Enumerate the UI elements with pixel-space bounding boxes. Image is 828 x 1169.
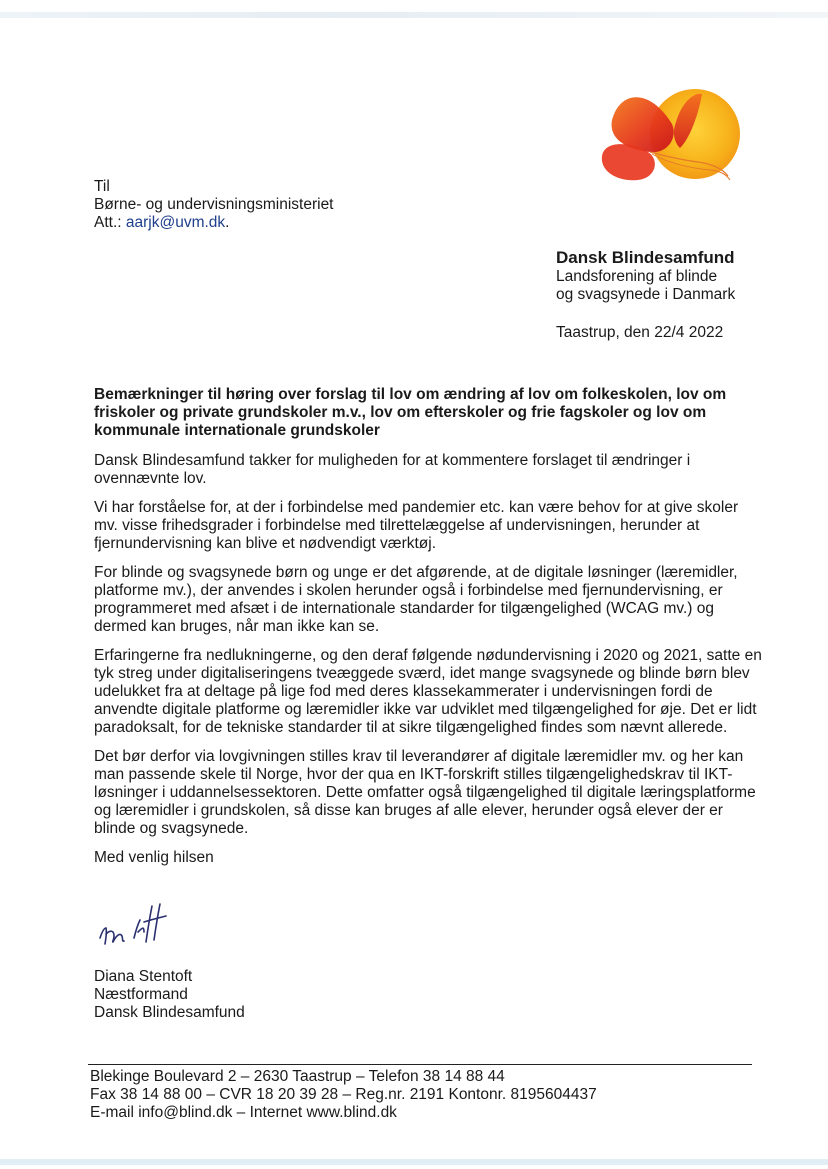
footer-address: Blekinge Boulevard 2 – 2630 Taastrup – Telefon 38 14 88 44 <box>90 1068 505 1085</box>
signer-title: Næstformand <box>94 986 188 1003</box>
footer-contact <box>90 1068 597 1122</box>
sender-name: Dansk Blindesamfund <box>556 248 735 267</box>
footer-divider <box>88 1064 752 1065</box>
letter-date: Taastrup, den 22/4 2022 <box>556 324 724 341</box>
handwritten-signature <box>94 898 174 954</box>
att-suffix: . <box>225 214 230 231</box>
recipient-att-line <box>94 214 334 232</box>
recipient-block <box>94 178 334 232</box>
signer-block <box>94 968 245 1022</box>
butterfly-logo <box>590 82 750 192</box>
signer-name: Diana Stentoft <box>94 968 193 985</box>
letter-subject: Bemærkninger til høring over forslag til lov om ændring af lov om folkeskolen, lov om friskoler og private grundskoler m.v., lov om efterskoler og frie fagskoler og lov om kommunale internationale grundskoler <box>94 386 727 439</box>
recipient-organization: Børne- og undervisningsministeriet <box>94 196 334 213</box>
signer-organization: Dansk Blindesamfund <box>94 1004 245 1021</box>
sender-block <box>556 248 735 304</box>
paragraph-4: Erfaringerne fra nedlukningerne, og den deraf følgende nødundervisning i 2020 og 2021, satte en tyk streg under digitaliseringens tveæggede sværd, idet mange svagsynede og blinde børn blev udelukket fra at deltage på lige fod med deres klassekammerater i undervisningen fordi de anvendte digitale platforme og læremidler ikke var udviklet med tilgængelighed for øje. Det er lidt paradoksalt, for de tekniske standarder til at sikre tilgængelighed findes som nævnt allerede. <box>94 647 762 736</box>
scan-edge-bottom <box>0 1159 828 1165</box>
paragraph-5: Det bør derfor via lovgivningen stilles krav til leverandører af digitale læremidler mv. og her kan man passende skele til Norge, hvor der qua en IKT-forskrift stilles tilgængelighedskrav til IKT-løsninger i uddannelsessektoren. Dette omfatter også tilgængelighed til digitale læringsplatforme og læremidler i grundskolen, så disse kan bruges af alle elever, herunder også elever der er blinde og svagsynede. <box>94 748 756 837</box>
att-label: Att.: <box>94 214 126 231</box>
footer-online: E-mail info@blind.dk – Internet www.blind.dk <box>90 1104 397 1121</box>
paragraph-3: For blinde og svagsynede børn og unge er det afgørende, at de digitale løsninger (læremidler, platforme mv.), der anvendes i skolen herunder også i forbindelse med fjernundervisning, er programmeret med afsæt i de internationale standarder for tilgængelighed (WCAG mv.) og dermed kan bruges, når man ikke kan se. <box>94 564 738 635</box>
paragraph-2: Vi har forståelse for, at der i forbindelse med pandemier etc. kan være behov for at give skoler mv. visse frihedsgrader i forbindelse med tilrettelæggelse af undervisningen, herunder at fjernundervisning kan blive et nødvendigt værktøj. <box>94 499 739 552</box>
recipient-email-link[interactable]: aarjk@uvm.dk <box>125 214 226 231</box>
sender-tagline-2: og svagsynede i Danmark <box>556 286 736 303</box>
sender-tagline-1: Landsforening af blinde <box>556 268 718 285</box>
scan-edge-top <box>0 12 828 18</box>
footer-registration: Fax 38 14 88 00 – CVR 18 20 39 28 – Reg.nr. 2191 Kontonr. 8195604437 <box>90 1086 597 1103</box>
letter-body <box>94 386 764 878</box>
recipient-salutation: Til <box>94 178 110 195</box>
paragraph-1: Dansk Blindesamfund takker for muligheden for at kommentere forslaget til ændringer i ovennævnte lov. <box>94 452 691 487</box>
letter-closing: Med venlig hilsen <box>94 849 214 866</box>
